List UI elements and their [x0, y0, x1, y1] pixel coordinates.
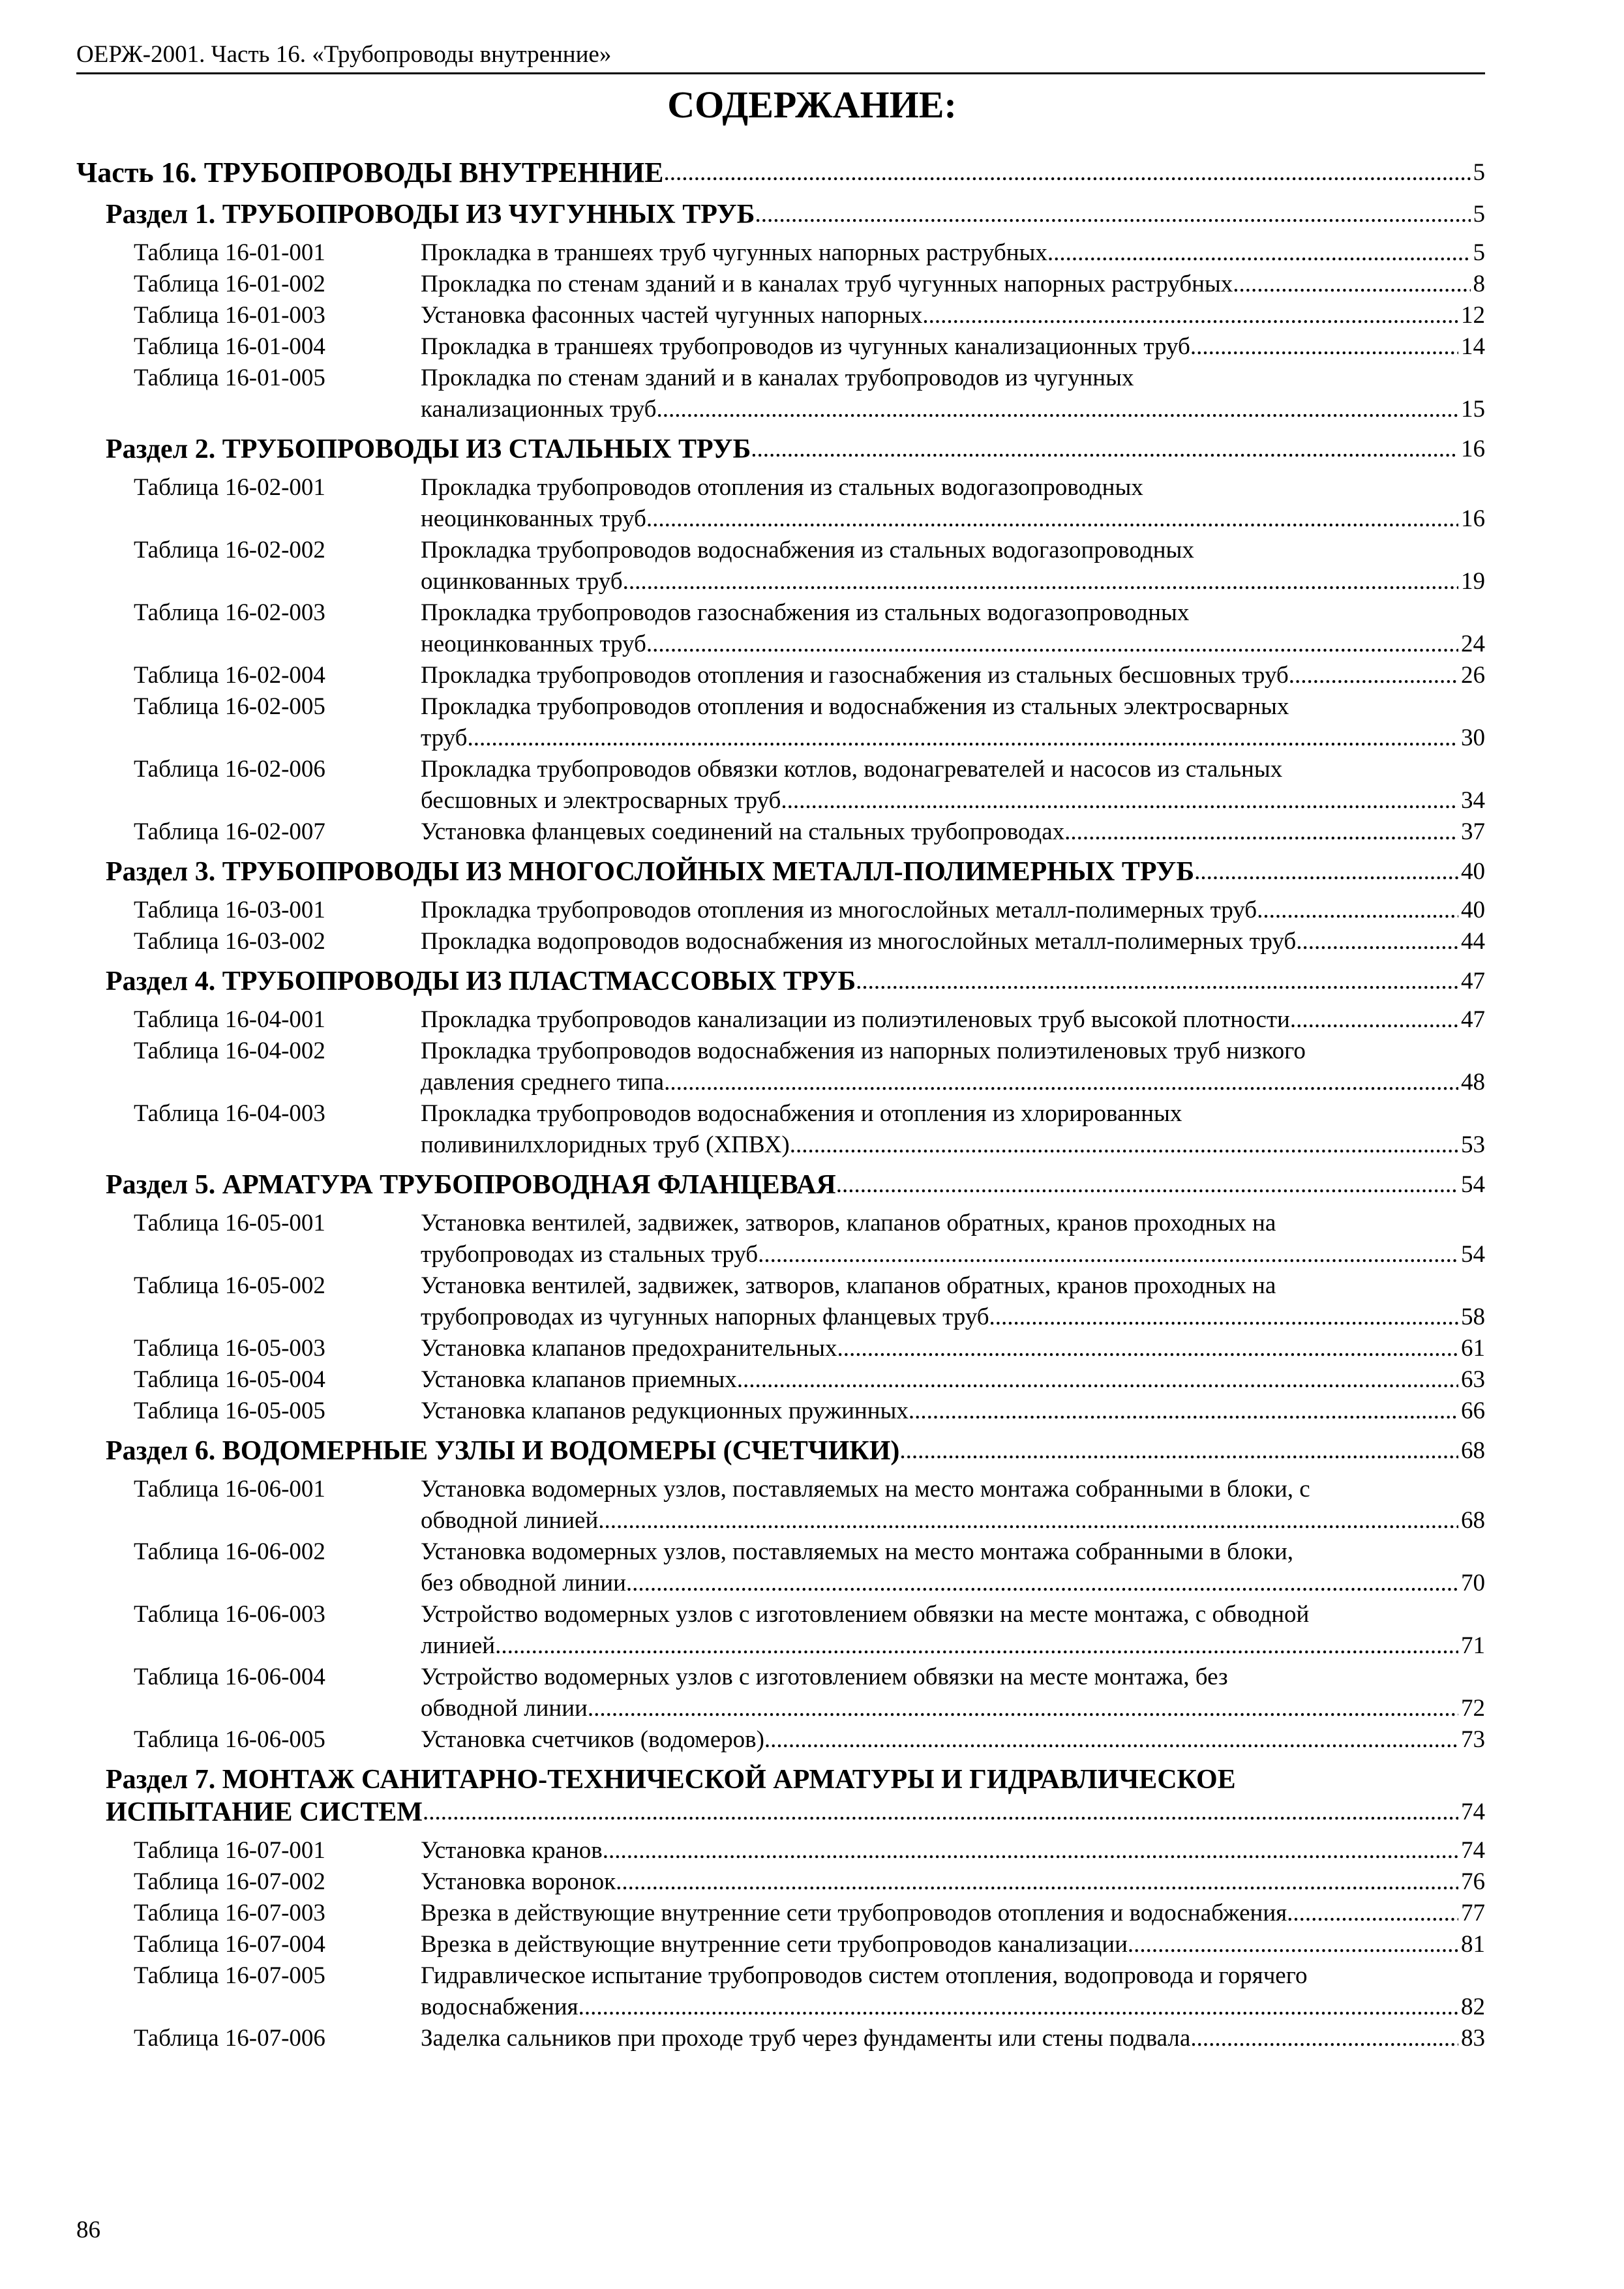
toc-section-page: 16 — [1461, 436, 1485, 462]
entry-title-line — [421, 660, 1485, 691]
dot-leader — [1296, 926, 1458, 957]
entry-title-line — [421, 1693, 1485, 1724]
entry-page: 63 — [1461, 1366, 1485, 1393]
table-code: Таблица 16-06-003 — [134, 1601, 325, 1628]
entry-title-line — [421, 816, 1485, 848]
table-code: Таблица 16-07-003 — [134, 1900, 325, 1926]
dot-leader — [646, 503, 1458, 535]
dot-leader — [751, 433, 1458, 466]
dot-leader — [1290, 1004, 1458, 1036]
entry-title-line — [421, 1302, 1485, 1333]
toc-table-entry[interactable] — [134, 1270, 1485, 1333]
toc-entry-list — [76, 1835, 1485, 2054]
toc-table-entry[interactable] — [134, 1364, 1485, 1396]
toc-table-entry[interactable] — [134, 1208, 1485, 1270]
entry-page: 5 — [1473, 239, 1485, 266]
entry-page: 61 — [1461, 1335, 1485, 1362]
toc-table-entry[interactable] — [134, 363, 1485, 425]
entry-title-line1: Прокладка трубопроводов газоснабжения из стальных водогазопроводных — [421, 599, 1190, 626]
dot-leader — [1257, 895, 1458, 926]
toc-table-entry[interactable] — [134, 1004, 1485, 1036]
entry-title: линией — [421, 1632, 496, 1659]
entry-title-line — [421, 300, 1485, 331]
entry-body — [421, 1835, 1485, 1866]
entry-title: Установка клапанов приемных — [421, 1366, 737, 1393]
toc-table-entry[interactable] — [134, 1474, 1485, 1536]
entry-body — [421, 597, 1485, 660]
entry-page: 66 — [1461, 1398, 1485, 1424]
entry-body — [421, 1333, 1485, 1364]
entry-page: 47 — [1461, 1006, 1485, 1033]
toc-section-line — [106, 856, 1485, 888]
table-code: Таблица 16-06-001 — [134, 1476, 325, 1503]
entry-title: Установка клапанов предохранительных — [421, 1335, 837, 1362]
toc-table-entry[interactable] — [134, 816, 1485, 848]
entry-title: неоцинкованных труб — [421, 505, 646, 532]
toc-table-entry[interactable] — [134, 1898, 1485, 1929]
toc-entry-list — [76, 472, 1485, 848]
entry-page: 44 — [1461, 928, 1485, 955]
entry-page: 76 — [1461, 1868, 1485, 1895]
entry-title: оцинкованных труб — [421, 568, 623, 595]
dot-leader — [989, 1302, 1458, 1333]
dot-leader — [467, 723, 1458, 754]
toc-entry-list — [76, 1208, 1485, 1427]
entry-page: 68 — [1461, 1507, 1485, 1534]
toc-entry-list — [76, 237, 1485, 425]
toc-section-entry[interactable] — [76, 1435, 1485, 1467]
entry-title: Прокладка по стенам зданий и в каналах труб чугунных напорных раструбных — [421, 271, 1233, 297]
table-code: Таблица 16-02-002 — [134, 537, 325, 563]
entry-body — [421, 2023, 1485, 2054]
toc-section-line — [106, 965, 1485, 998]
entry-page: 12 — [1461, 302, 1485, 329]
toc-section-line — [106, 1169, 1485, 1201]
dot-leader — [423, 1796, 1458, 1829]
entry-title-line — [421, 1992, 1485, 2023]
toc-section-title: ИСПЫТАНИЕ СИСТЕМ — [106, 1797, 423, 1827]
toc-section-title: Раздел 3. ТРУБОПРОВОДЫ ИЗ МНОГОСЛОЙНЫХ МЕТАЛЛ-ПОЛИМЕРНЫХ ТРУБ — [106, 857, 1195, 887]
table-code: Таблица 16-06-004 — [134, 1664, 325, 1690]
table-code: Таблица 16-02-007 — [134, 818, 325, 845]
entry-title-line1: Прокладка трубопроводов отопления из стальных водогазопроводных — [421, 474, 1143, 501]
table-code: Таблица 16-03-001 — [134, 897, 325, 923]
dot-leader — [664, 155, 1471, 190]
toc-section-title: Раздел 2. ТРУБОПРОВОДЫ ИЗ СТАЛЬНЫХ ТРУБ — [106, 434, 751, 464]
table-code: Таблица 16-05-005 — [134, 1398, 325, 1424]
entry-title-line — [421, 1898, 1485, 1929]
dot-leader — [603, 1835, 1458, 1866]
entry-title: Установка кранов — [421, 1837, 603, 1864]
entry-page: 15 — [1461, 396, 1485, 423]
entry-title: Установка фасонных частей чугунных напорных — [421, 302, 923, 329]
dot-leader — [899, 1435, 1458, 1467]
entry-title-line — [421, 1130, 1485, 1161]
entry-title-line — [421, 394, 1485, 425]
toc-entry-list — [76, 895, 1485, 957]
toc-table-entry[interactable] — [134, 1333, 1485, 1364]
toc-section-line — [106, 198, 1485, 231]
toc-section-entry[interactable] — [76, 1169, 1485, 1201]
dot-leader — [598, 1505, 1458, 1536]
entry-title: Врезка в действующие внутренние сети трубопроводов отопления и водоснабжения — [421, 1900, 1287, 1926]
toc-table-entry[interactable] — [134, 2023, 1485, 2054]
table-code: Таблица 16-05-001 — [134, 1210, 325, 1236]
entry-page: 16 — [1461, 505, 1485, 532]
entry-title-line — [421, 1004, 1485, 1036]
entry-title: Врезка в действующие внутренние сети трубопроводов канализации — [421, 1931, 1128, 1958]
toc-section-title: Раздел 1. ТРУБОПРОВОДЫ ИЗ ЧУГУННЫХ ТРУБ — [106, 200, 755, 230]
entry-title-line — [421, 566, 1485, 597]
entry-title-line1: Прокладка трубопроводов водоснабжения из стальных водогазопроводных — [421, 537, 1194, 563]
table-code: Таблица 16-06-002 — [134, 1538, 325, 1565]
entry-title-line1: Устройство водомерных узлов с изготовлением обвязки на месте монтажа, с обводной — [421, 1601, 1310, 1628]
entry-page: 72 — [1461, 1695, 1485, 1722]
page-number: 86 — [76, 2217, 100, 2243]
table-code: Таблица 16-07-004 — [134, 1931, 325, 1958]
table-code: Таблица 16-02-004 — [134, 662, 325, 689]
dot-leader — [755, 198, 1470, 231]
entry-title-line — [421, 1866, 1485, 1898]
entry-page: 48 — [1461, 1069, 1485, 1096]
table-code: Таблица 16-03-002 — [134, 928, 325, 955]
toc-table-entry[interactable] — [134, 1098, 1485, 1161]
toc-section-page: 74 — [1461, 1799, 1485, 1825]
entry-body — [421, 1396, 1485, 1427]
entry-body — [421, 1599, 1485, 1662]
toc-section-entry[interactable] — [76, 856, 1485, 888]
entry-title: трубопроводах из чугунных напорных фланцевых труб — [421, 1304, 989, 1330]
entry-title: Прокладка трубопроводов отопления из многослойных металл-полимерных труб — [421, 897, 1257, 923]
toc-entry-list — [76, 1474, 1485, 1756]
entry-title-line1: Прокладка трубопроводов обвязки котлов, водонагревателей и насосов из стальных — [421, 756, 1283, 783]
entry-page: 19 — [1461, 568, 1485, 595]
entry-title: Установка воронок — [421, 1868, 616, 1895]
entry-page: 70 — [1461, 1570, 1485, 1596]
entry-body — [421, 691, 1485, 754]
entry-body — [421, 1364, 1485, 1396]
entry-title-line — [421, 1835, 1485, 1866]
entry-title-line1: Устройство водомерных узлов с изготовлением обвязки на месте монтажа, без — [421, 1664, 1228, 1690]
dot-leader — [616, 1866, 1458, 1898]
entry-body — [421, 1724, 1485, 1756]
table-code: Таблица 16-07-002 — [134, 1868, 325, 1895]
toc-table-entry[interactable] — [134, 926, 1485, 957]
toc-section-title: Раздел 4. ТРУБОПРОВОДЫ ИЗ ПЛАСТМАССОВЫХ ТРУБ — [106, 966, 856, 996]
entry-body — [421, 472, 1485, 535]
table-code: Таблица 16-02-003 — [134, 599, 325, 626]
toc-table-entry[interactable] — [134, 269, 1485, 300]
dot-leader — [1190, 331, 1458, 363]
dot-leader — [764, 1724, 1458, 1756]
entry-page: 58 — [1461, 1304, 1485, 1330]
toc-section-page: 5 — [1473, 201, 1485, 228]
entry-title-line — [421, 895, 1485, 926]
toc-table-entry[interactable] — [134, 1599, 1485, 1662]
entry-title-line — [421, 926, 1485, 957]
entry-title-line — [421, 1364, 1485, 1396]
entry-page: 30 — [1461, 725, 1485, 751]
toc-section-entry[interactable] — [76, 1763, 1485, 1829]
entry-title-line — [421, 503, 1485, 535]
entry-page: 24 — [1461, 631, 1485, 657]
toc-title: СОДЕРЖАНИЕ: — [667, 83, 957, 126]
entry-body — [421, 1960, 1485, 2023]
entry-title: водоснабжения — [421, 1994, 579, 2020]
dot-leader — [922, 300, 1458, 331]
entry-title-line — [421, 629, 1485, 660]
dot-leader — [623, 566, 1458, 597]
table-code: Таблица 16-07-005 — [134, 1962, 325, 1989]
entry-body — [421, 1536, 1485, 1599]
toc-table-entry[interactable] — [134, 472, 1485, 535]
entry-title: без обводной линии — [421, 1570, 626, 1596]
toc-section-entry[interactable] — [76, 433, 1485, 466]
entry-title: Установка клапанов редукционных пружинных — [421, 1398, 909, 1424]
entry-title-line — [421, 1929, 1485, 1960]
toc-section-entry[interactable] — [76, 965, 1485, 998]
entry-body — [421, 1208, 1485, 1270]
entry-body — [421, 535, 1485, 597]
toc-section-page: 40 — [1461, 858, 1485, 885]
entry-title: поливинилхлоридных труб (ХПВХ) — [421, 1131, 790, 1158]
entry-title-line1: Установка водомерных узлов, поставляемых на место монтажа собранными в блоки, с — [421, 1476, 1310, 1503]
dot-leader — [837, 1333, 1458, 1364]
dot-leader — [626, 1568, 1458, 1599]
dot-leader — [1233, 269, 1470, 300]
entry-title-line — [421, 785, 1485, 816]
table-code: Таблица 16-05-003 — [134, 1335, 325, 1362]
toc-table-entry[interactable] — [134, 1929, 1485, 1960]
toc-table-entry[interactable] — [134, 1036, 1485, 1098]
toc-part-title: Часть 16. ТРУБОПРОВОДЫ ВНУТРЕННИЕ — [76, 157, 664, 188]
entry-page: 83 — [1461, 2025, 1485, 2052]
dot-leader — [1128, 1929, 1458, 1960]
entry-body — [421, 237, 1485, 269]
entry-title-line1: Прокладка трубопроводов водоснабжения из напорных полиэтиленовых труб низкого — [421, 1038, 1306, 1064]
dot-leader — [781, 785, 1458, 816]
entry-title: неоцинкованных труб — [421, 631, 646, 657]
entry-body — [421, 363, 1485, 425]
entry-title-line1: Прокладка по стенам зданий и в каналах трубопроводов из чугунных — [421, 365, 1134, 391]
dot-leader — [579, 1992, 1458, 2023]
toc-table-entry[interactable] — [134, 1662, 1485, 1724]
toc-section-entry[interactable] — [76, 198, 1485, 231]
entry-title-line1: Прокладка трубопроводов водоснабжения и отопления из хлорированных — [421, 1100, 1182, 1127]
toc-table-entry[interactable] — [134, 597, 1485, 660]
table-code: Таблица 16-04-002 — [134, 1038, 325, 1064]
entry-body — [421, 331, 1485, 363]
entry-page: 82 — [1461, 1994, 1485, 2020]
entry-title: бесшовных и электросварных труб — [421, 787, 781, 814]
entry-page: 14 — [1461, 333, 1485, 360]
toc-table-entry[interactable] — [134, 1866, 1485, 1898]
entry-body — [421, 1929, 1485, 1960]
entry-body — [421, 660, 1485, 691]
toc-table-entry[interactable] — [134, 1396, 1485, 1427]
entry-title: канализационных труб — [421, 396, 657, 423]
entry-title-line — [421, 1724, 1485, 1756]
entry-title: Прокладка трубопроводов канализации из полиэтиленовых труб высокой плотности — [421, 1006, 1290, 1033]
entry-title: Заделка сальников при проходе труб через фундаменты или стены подвала — [421, 2025, 1191, 2052]
toc-table-entry[interactable] — [134, 1835, 1485, 1866]
table-code: Таблица 16-01-002 — [134, 271, 325, 297]
entry-page: 53 — [1461, 1131, 1485, 1158]
entry-title-line — [421, 1333, 1485, 1364]
entry-title-line — [421, 1239, 1485, 1270]
entry-page: 40 — [1461, 897, 1485, 923]
table-code: Таблица 16-01-005 — [134, 365, 325, 391]
entry-page: 81 — [1461, 1931, 1485, 1958]
toc-table-entry[interactable] — [134, 1724, 1485, 1756]
running-header: ОЕРЖ-2001. Часть 16. «Трубопроводы внутренние» — [76, 41, 612, 68]
entry-body — [421, 269, 1485, 300]
entry-page: 73 — [1461, 1726, 1485, 1753]
toc-section-line — [106, 1435, 1485, 1467]
entry-page: 54 — [1461, 1241, 1485, 1268]
toc-section-title-line1: Раздел 7. МОНТАЖ САНИТАРНО-ТЕХНИЧЕСКОЙ АРМАТУРЫ И ГИДРАВЛИЧЕСКОЕ — [106, 1765, 1236, 1795]
entry-page: 77 — [1461, 1900, 1485, 1926]
table-code: Таблица 16-01-001 — [134, 239, 325, 266]
entry-title-line — [421, 2023, 1485, 2054]
dot-leader — [656, 394, 1458, 425]
dot-leader — [1190, 2023, 1458, 2054]
table-code: Таблица 16-05-004 — [134, 1366, 325, 1393]
entry-title: трубопроводах из стальных труб — [421, 1241, 759, 1268]
entry-title: обводной линией — [421, 1507, 599, 1534]
dot-leader — [790, 1130, 1458, 1161]
entry-title-line — [421, 1505, 1485, 1536]
dot-leader — [856, 965, 1458, 998]
dot-leader — [737, 1364, 1458, 1396]
entry-title: Установка счетчиков (водомеров) — [421, 1726, 764, 1753]
entry-title: обводной линии — [421, 1695, 588, 1722]
table-code: Таблица 16-06-005 — [134, 1726, 325, 1753]
toc-section-page: 54 — [1461, 1171, 1485, 1198]
entry-title-line — [421, 1067, 1485, 1098]
entry-body — [421, 816, 1485, 848]
dot-leader — [836, 1169, 1458, 1201]
entry-page: 26 — [1461, 662, 1485, 689]
table-code: Таблица 16-02-001 — [134, 474, 325, 501]
entry-title-line — [421, 237, 1485, 269]
entry-body — [421, 754, 1485, 816]
entry-body — [421, 1898, 1485, 1929]
entry-title-line — [421, 1396, 1485, 1427]
entry-body — [421, 1098, 1485, 1161]
toc-section-page: 47 — [1461, 968, 1485, 995]
table-code: Таблица 16-01-004 — [134, 333, 325, 360]
toc-table-entry[interactable] — [134, 754, 1485, 816]
entry-title: Прокладка в траншеях труб чугунных напорных раструбных — [421, 239, 1047, 266]
entry-title: труб — [421, 725, 468, 751]
toc-table-entry[interactable] — [134, 535, 1485, 597]
entry-page: 37 — [1461, 818, 1485, 845]
toc-entry-list — [76, 1004, 1485, 1161]
dot-leader — [1064, 816, 1458, 848]
table-code: Таблица 16-04-001 — [134, 1006, 325, 1033]
dot-leader — [664, 1067, 1458, 1098]
entry-title: Прокладка трубопроводов отопления и газоснабжения из стальных бесшовных труб — [421, 662, 1289, 689]
toc-section-line — [106, 1796, 1485, 1829]
dot-leader — [1194, 856, 1458, 888]
toc-table-entry[interactable] — [134, 331, 1485, 363]
entry-body — [421, 1036, 1485, 1098]
toc-section-page: 68 — [1461, 1437, 1485, 1464]
table-code: Таблица 16-01-003 — [134, 302, 325, 329]
toc-section-title: Раздел 5. АРМАТУРА ТРУБОПРОВОДНАЯ ФЛАНЦЕВАЯ — [106, 1170, 836, 1200]
dot-leader — [588, 1693, 1458, 1724]
table-code: Таблица 16-02-006 — [134, 756, 325, 783]
toc-table-entry[interactable] — [134, 895, 1485, 926]
entry-page: 71 — [1461, 1632, 1485, 1659]
toc-table-entry[interactable] — [134, 660, 1485, 691]
entry-body — [421, 1866, 1485, 1898]
dot-leader — [758, 1239, 1458, 1270]
entry-page: 74 — [1461, 1837, 1485, 1864]
entry-title-line — [421, 331, 1485, 363]
entry-title-line — [421, 269, 1485, 300]
dot-leader — [1047, 237, 1471, 269]
entry-title: давления среднего типа — [421, 1069, 665, 1096]
table-of-contents — [76, 155, 1485, 2054]
entry-body — [421, 926, 1485, 957]
entry-body — [421, 1004, 1485, 1036]
toc-table-entry[interactable] — [134, 691, 1485, 754]
entry-body — [421, 1270, 1485, 1333]
table-code: Таблица 16-02-005 — [134, 693, 325, 720]
dot-leader — [1289, 660, 1458, 691]
entry-title-line1: Установка вентилей, задвижек, затворов, клапанов обратных, кранов проходных на — [421, 1210, 1276, 1236]
toc-table-entry[interactable] — [134, 1960, 1485, 2023]
header-rule — [76, 72, 1485, 74]
dot-leader — [495, 1630, 1458, 1662]
table-code: Таблица 16-07-006 — [134, 2025, 325, 2052]
entry-title: Прокладка водопроводов водоснабжения из многослойных металл-полимерных труб — [421, 928, 1297, 955]
toc-table-entry[interactable] — [134, 237, 1485, 269]
entry-title-line — [421, 1568, 1485, 1599]
entry-title-line1: Установка водомерных узлов, поставляемых на место монтажа собранными в блоки, — [421, 1538, 1294, 1565]
toc-part-entry[interactable] — [76, 155, 1485, 190]
entry-title-line1: Прокладка трубопроводов отопления и водоснабжения из стальных электросварных — [421, 693, 1289, 720]
toc-section-line — [106, 433, 1485, 466]
entry-title: Установка фланцевых соединений на стальных трубопроводах — [421, 818, 1065, 845]
entry-title-line — [421, 1630, 1485, 1662]
toc-table-entry[interactable] — [134, 1536, 1485, 1599]
dot-leader — [1287, 1898, 1458, 1929]
table-code: Таблица 16-07-001 — [134, 1837, 325, 1864]
entry-title: Прокладка в траншеях трубопроводов из чугунных канализационных труб — [421, 333, 1190, 360]
toc-table-entry[interactable] — [134, 300, 1485, 331]
entry-body — [421, 300, 1485, 331]
table-code: Таблица 16-04-003 — [134, 1100, 325, 1127]
entry-body — [421, 895, 1485, 926]
entry-title-line1: Гидравлическое испытание трубопроводов систем отопления, водопровода и горячего — [421, 1962, 1308, 1989]
entry-page: 8 — [1473, 271, 1485, 297]
toc-section-title: Раздел 6. ВОДОМЕРНЫЕ УЗЛЫ И ВОДОМЕРЫ (СЧЕТЧИКИ) — [106, 1436, 900, 1466]
toc-part-page: 5 — [1473, 159, 1485, 186]
entry-body — [421, 1474, 1485, 1536]
entry-title-line — [421, 723, 1485, 754]
entry-page: 34 — [1461, 787, 1485, 814]
dot-leader — [909, 1396, 1458, 1427]
entry-title-line1: Установка вентилей, задвижек, затворов, клапанов обратных, кранов проходных на — [421, 1272, 1276, 1299]
dot-leader — [646, 629, 1458, 660]
table-code: Таблица 16-05-002 — [134, 1272, 325, 1299]
entry-body — [421, 1662, 1485, 1724]
